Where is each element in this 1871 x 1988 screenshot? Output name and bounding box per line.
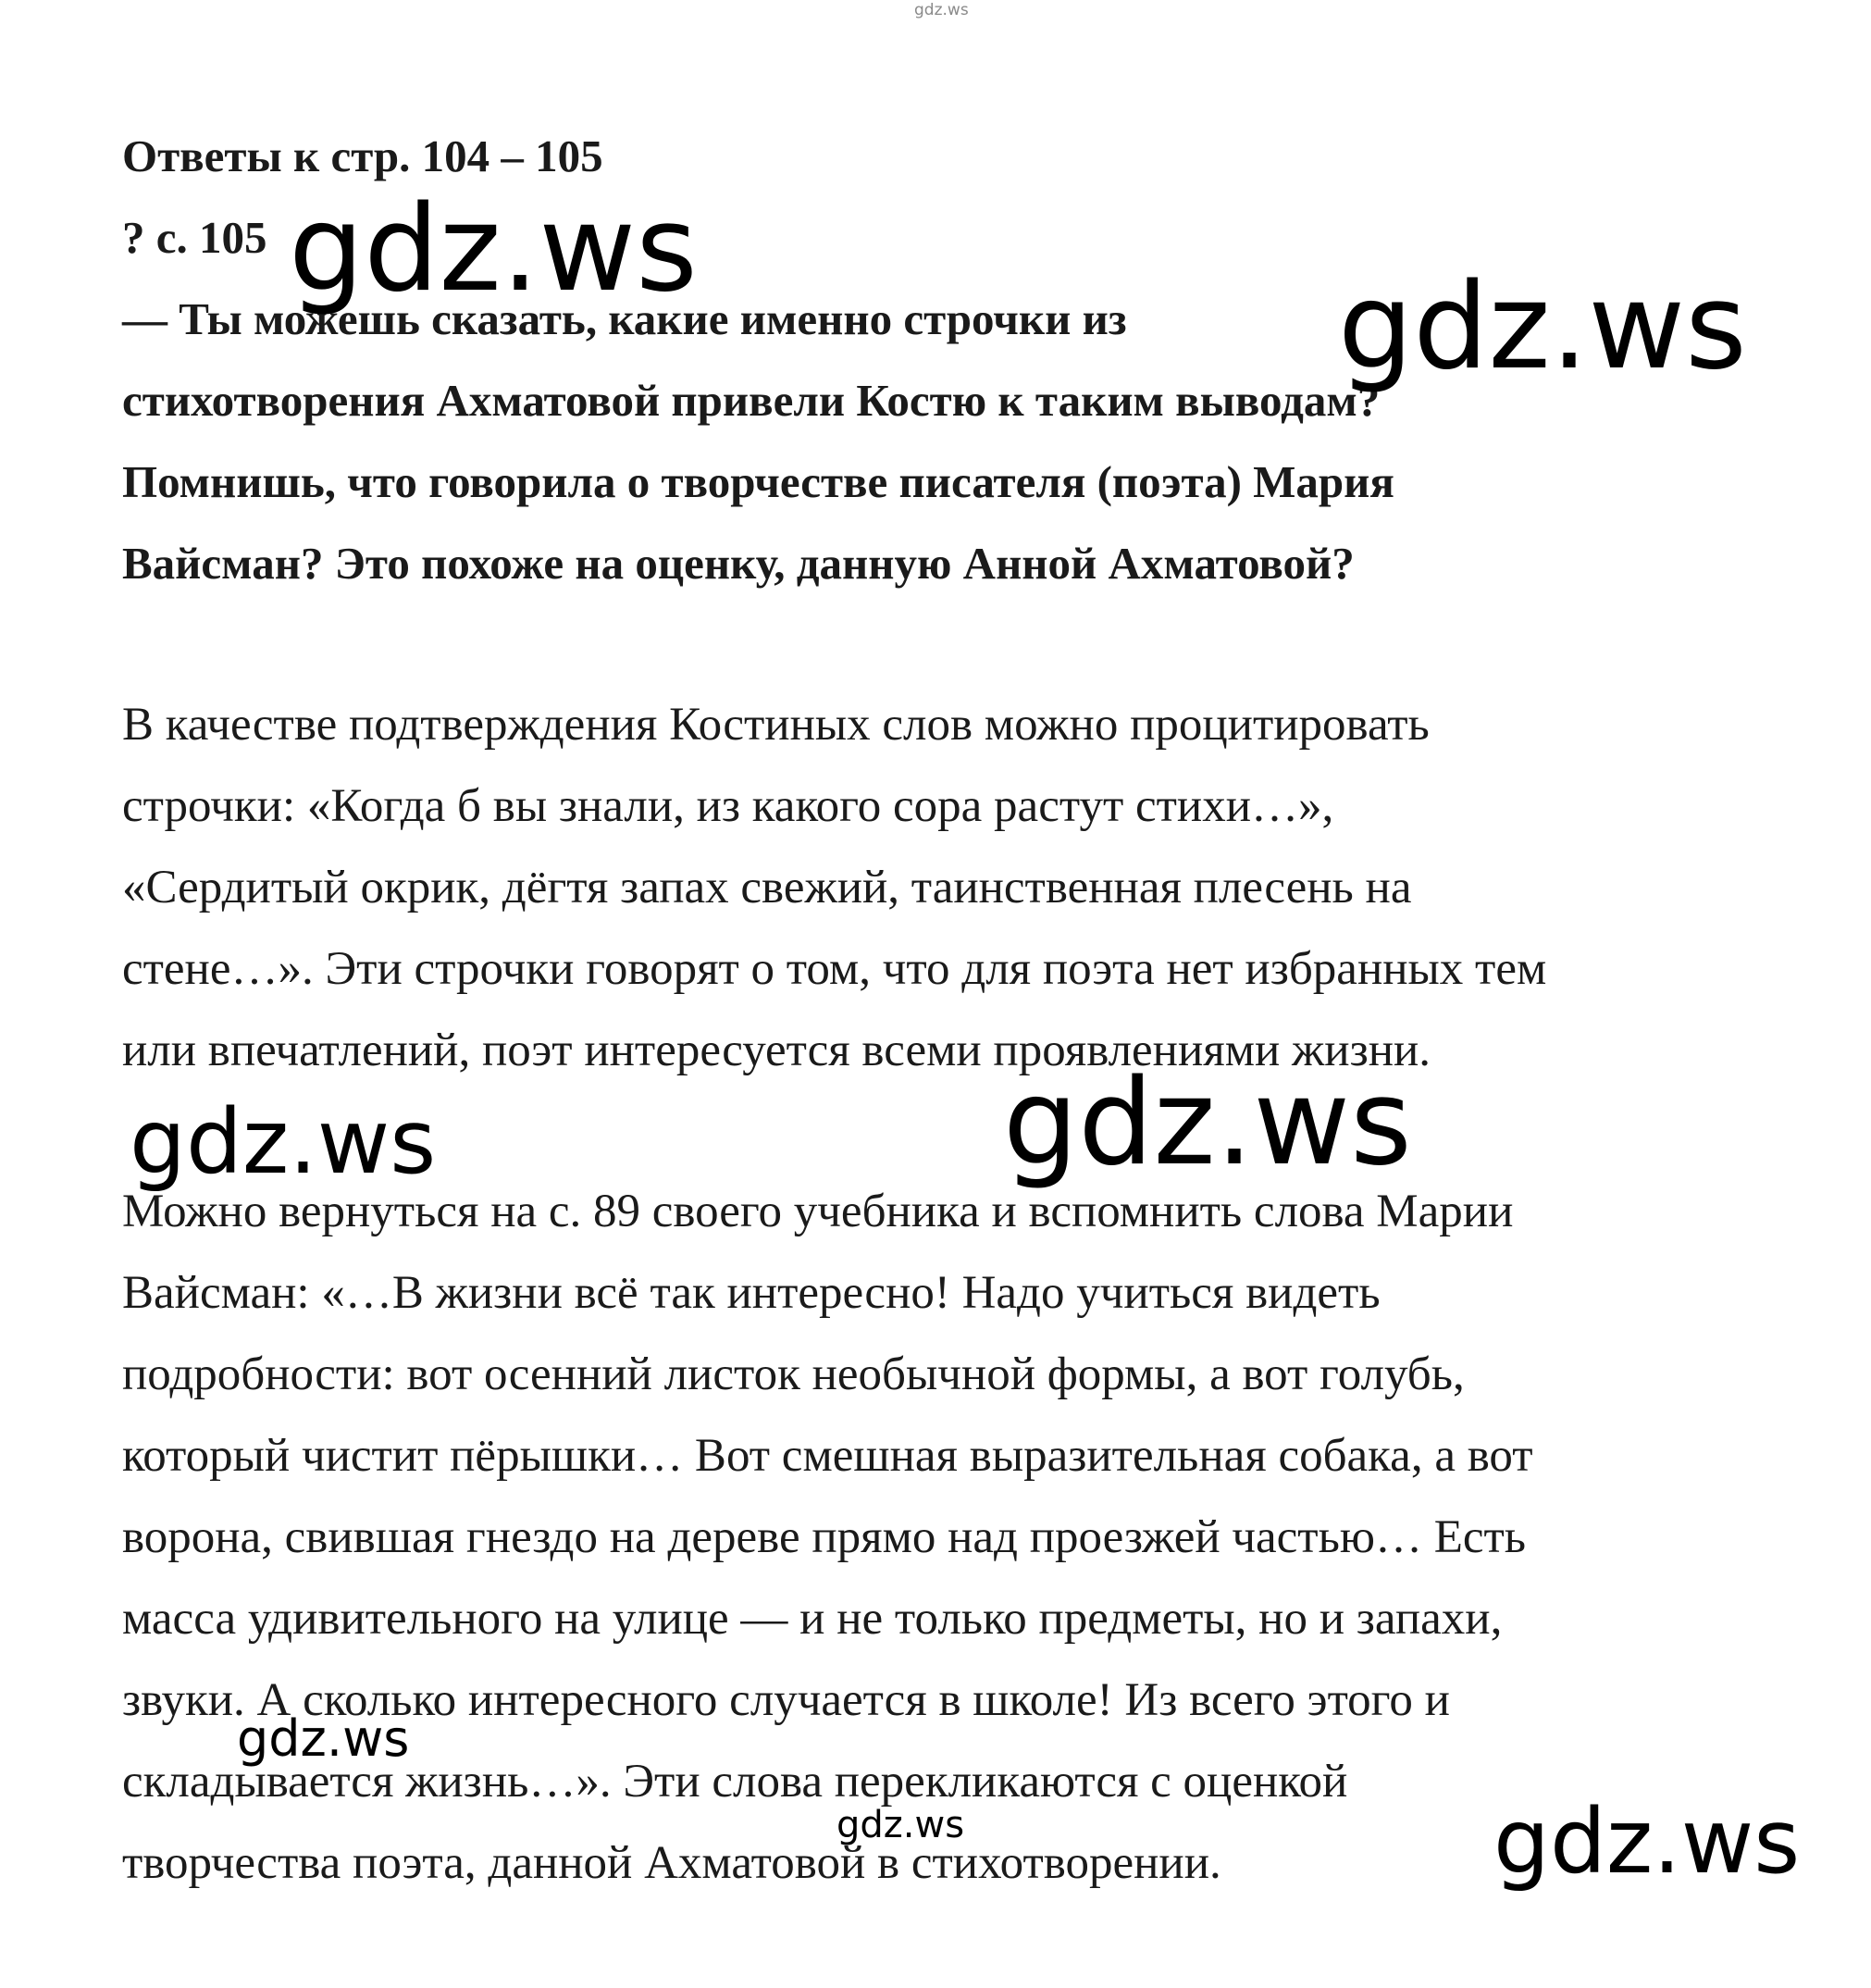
watermark: gdz.ws xyxy=(914,1,969,19)
answer-line: «Сердитый окрик, дёгтя запах свежий, таинственная плесень на xyxy=(122,862,1412,913)
answer-line: творчества поэта, данной Ахматовой в стихотворении. xyxy=(122,1837,1221,1889)
watermark: gdz.ws xyxy=(1003,1054,1412,1192)
page-heading: Ответы к стр. 104 – 105 xyxy=(122,130,603,181)
answer-line: звуки. А сколько интересного случается в школе! Из всего этого и xyxy=(122,1674,1450,1726)
watermark: gdz.ws xyxy=(130,1090,437,1194)
answer-line: Можно вернуться на с. 89 своего учебника и вспомнить слова Марии xyxy=(122,1186,1514,1237)
question-line: — Ты можешь сказать, какие именно строчки из xyxy=(122,293,1127,344)
question-line: стихотворения Ахматовой привели Костю к таким выводам? xyxy=(122,375,1381,426)
answer-line: строчки: «Когда б вы знали, из какого сора растут стихи…», xyxy=(122,780,1334,832)
watermark: gdz.ws xyxy=(289,180,698,318)
page-reference: ? с. 105 xyxy=(122,212,267,263)
question-line: Вайсман? Это похоже на оценку, данную Анной Ахматовой? xyxy=(122,538,1355,589)
watermark: gdz.ws xyxy=(836,1804,965,1846)
answer-line: ворона, свившая гнездо на дереве прямо над проезжей частью… Есть xyxy=(122,1511,1527,1563)
answer-line: В качестве подтверждения Костиных слов можно процитировать xyxy=(122,699,1430,751)
answer-line: подробности: вот осенний листок необычной формы, а вот голубь, xyxy=(122,1348,1465,1400)
answer-line: или впечатлений, поэт интересуется всеми проявлениями жизни. xyxy=(122,1025,1431,1076)
answer-line: складывается жизнь…». Эти слова перекликаются с оценкой xyxy=(122,1756,1348,1808)
watermark: gdz.ws xyxy=(237,1709,410,1768)
answer-line: который чистит пёрышки… Вот смешная выразительная собака, а вот xyxy=(122,1430,1533,1482)
answer-line: Вайсман: «…В жизни всё так интересно! Надо учиться видеть xyxy=(122,1267,1381,1319)
watermark: gdz.ws xyxy=(1338,258,1747,396)
watermark: gdz.ws xyxy=(1493,1790,1801,1894)
answer-line: масса удивительного на улице — и не только предметы, но и запахи, xyxy=(122,1593,1503,1645)
answer-line: стене…». Эти строчки говорят о том, что для поэта нет избранных тем xyxy=(122,943,1547,995)
question-line: Помнишь, что говорила о творчестве писателя (поэта) Мария xyxy=(122,456,1394,507)
